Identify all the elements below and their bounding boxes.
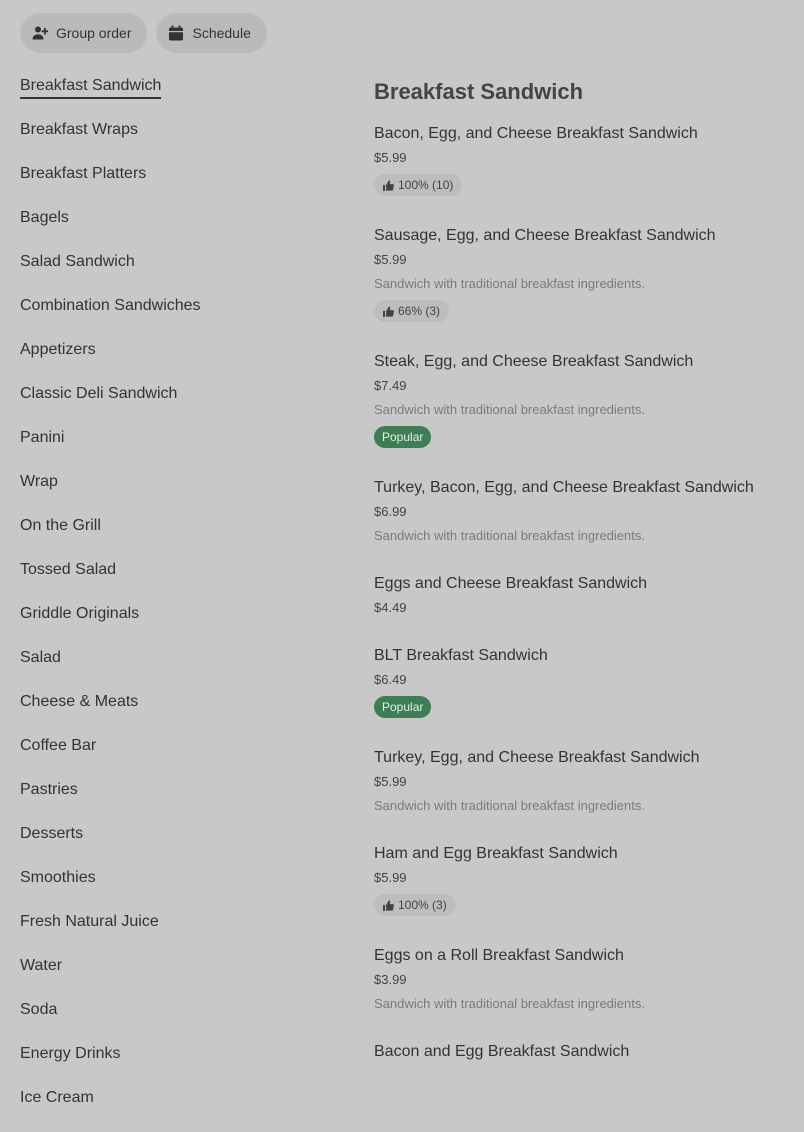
sidebar-item-label: Coffee Bar [20, 737, 97, 754]
sidebar-item-label: Tossed Salad [20, 561, 117, 578]
schedule-label: Schedule [192, 25, 251, 41]
sidebar-item-label: Energy Drinks [20, 1045, 121, 1062]
item-price: $5.99 [374, 870, 407, 885]
menu-item[interactable] [374, 748, 794, 814]
sidebar-item-label: Soda [20, 1001, 58, 1018]
thumbs-up-icon [383, 306, 394, 317]
sidebar-item-label: Breakfast Sandwich [20, 77, 161, 99]
sidebar-item-appetizers[interactable] [20, 340, 320, 384]
category-sidebar [20, 76, 320, 1132]
sidebar-item-label: Appetizers [20, 341, 96, 358]
menu-item[interactable] [374, 646, 794, 718]
add-person-icon [32, 25, 48, 41]
sidebar-item-breakfast-wraps[interactable] [20, 120, 320, 164]
top-action-bar [20, 13, 267, 53]
sidebar-item-label: Breakfast Platters [20, 165, 147, 182]
sidebar-item-label: Combination Sandwiches [20, 297, 201, 314]
sidebar-item-label: Panini [20, 429, 65, 446]
menu-item[interactable] [374, 946, 794, 1012]
rating-text: 66% (3) [398, 304, 441, 318]
sidebar-item-label: Smoothies [20, 869, 96, 886]
sidebar-item-label: Desserts [20, 825, 84, 842]
item-price: $5.99 [374, 150, 407, 165]
thumbs-up-icon [383, 900, 394, 911]
sidebar-item-label: Bagels [20, 209, 69, 226]
sidebar-item-wrap[interactable] [20, 472, 320, 516]
sidebar-item-salad-sandwich[interactable] [20, 252, 320, 296]
sidebar-item-label: Pastries [20, 781, 78, 798]
sidebar-item-salad[interactable] [20, 648, 320, 692]
sidebar-item-ice-cream[interactable] [20, 1088, 320, 1132]
sidebar-item-label: Wrap [20, 473, 58, 490]
sidebar-item-label: Classic Deli Sandwich [20, 385, 178, 402]
rating-badge [374, 300, 449, 322]
rating-text: 100% (3) [398, 898, 447, 912]
menu-item[interactable] [374, 1042, 794, 1062]
group-order-button[interactable] [20, 13, 147, 53]
rating-text: 100% (10) [398, 178, 454, 192]
sidebar-item-breakfast-sandwich[interactable] [20, 76, 320, 120]
sidebar-item-cheese-meats[interactable] [20, 692, 320, 736]
menu-item[interactable] [374, 124, 794, 196]
rating-badge [374, 894, 456, 916]
sidebar-item-label: Salad [20, 649, 61, 666]
item-name: Steak, Egg, and Cheese Breakfast Sandwich [374, 353, 694, 370]
popular-badge: Popular [374, 426, 431, 448]
sidebar-item-griddle-originals[interactable] [20, 604, 320, 648]
item-name: Eggs and Cheese Breakfast Sandwich [374, 575, 648, 592]
rating-badge [374, 174, 462, 196]
sidebar-item-label: Breakfast Wraps [20, 121, 138, 138]
item-name: Sausage, Egg, and Cheese Breakfast Sandwich [374, 227, 716, 244]
schedule-button[interactable] [156, 13, 266, 53]
sidebar-item-panini[interactable] [20, 428, 320, 472]
item-name: Eggs on a Roll Breakfast Sandwich [374, 947, 624, 964]
menu-item[interactable] [374, 352, 794, 448]
sidebar-item-soda[interactable] [20, 1000, 320, 1044]
sidebar-item-classic-deli-sandwich[interactable] [20, 384, 320, 428]
item-price: $7.49 [374, 378, 407, 393]
sidebar-item-pastries[interactable] [20, 780, 320, 824]
sidebar-item-smoothies[interactable] [20, 868, 320, 912]
group-order-label: Group order [56, 25, 132, 41]
item-name: Bacon, Egg, and Cheese Breakfast Sandwich [374, 125, 698, 142]
item-description: Sandwich with traditional breakfast ingredients. [374, 276, 645, 291]
item-price: $6.99 [374, 504, 407, 519]
item-name: Turkey, Bacon, Egg, and Cheese Breakfast Sandwich [374, 479, 754, 496]
sidebar-item-tossed-salad[interactable] [20, 560, 320, 604]
sidebar-item-label: Salad Sandwich [20, 253, 135, 270]
item-price: $5.99 [374, 774, 407, 789]
sidebar-item-energy-drinks[interactable] [20, 1044, 320, 1088]
menu-section [374, 78, 794, 1092]
menu-item[interactable] [374, 574, 794, 616]
sidebar-item-label: Ice Cream [20, 1089, 94, 1106]
item-description: Sandwich with traditional breakfast ingredients. [374, 798, 645, 813]
sidebar-item-bagels[interactable] [20, 208, 320, 252]
item-price: $3.99 [374, 972, 407, 987]
sidebar-item-label: On the Grill [20, 517, 101, 534]
sidebar-item-label: Water [20, 957, 63, 974]
item-price: $6.49 [374, 672, 407, 687]
sidebar-item-label: Cheese & Meats [20, 693, 139, 710]
menu-item[interactable] [374, 844, 794, 916]
section-title: Breakfast Sandwich [374, 79, 584, 104]
item-description: Sandwich with traditional breakfast ingredients. [374, 996, 645, 1011]
item-name: Bacon and Egg Breakfast Sandwich [374, 1043, 630, 1060]
menu-item[interactable] [374, 226, 794, 322]
popular-badge: Popular [374, 696, 431, 718]
sidebar-item-label: Griddle Originals [20, 605, 140, 622]
item-price: $5.99 [374, 252, 407, 267]
item-price: $4.49 [374, 600, 407, 615]
sidebar-item-breakfast-platters[interactable] [20, 164, 320, 208]
thumbs-up-icon [383, 180, 394, 191]
item-name: Turkey, Egg, and Cheese Breakfast Sandwich [374, 749, 700, 766]
item-description: Sandwich with traditional breakfast ingredients. [374, 402, 645, 417]
sidebar-item-on-the-grill[interactable] [20, 516, 320, 560]
sidebar-item-combination-sandwiches[interactable] [20, 296, 320, 340]
item-name: Ham and Egg Breakfast Sandwich [374, 845, 618, 862]
sidebar-item-label: Fresh Natural Juice [20, 913, 159, 930]
item-name: BLT Breakfast Sandwich [374, 647, 548, 664]
sidebar-item-coffee-bar[interactable] [20, 736, 320, 780]
calendar-icon [168, 25, 184, 41]
sidebar-item-water[interactable] [20, 956, 320, 1000]
item-description: Sandwich with traditional breakfast ingredients. [374, 528, 645, 543]
menu-item[interactable] [374, 478, 794, 544]
sidebar-item-fresh-natural-juice[interactable] [20, 912, 320, 956]
sidebar-item-desserts[interactable] [20, 824, 320, 868]
